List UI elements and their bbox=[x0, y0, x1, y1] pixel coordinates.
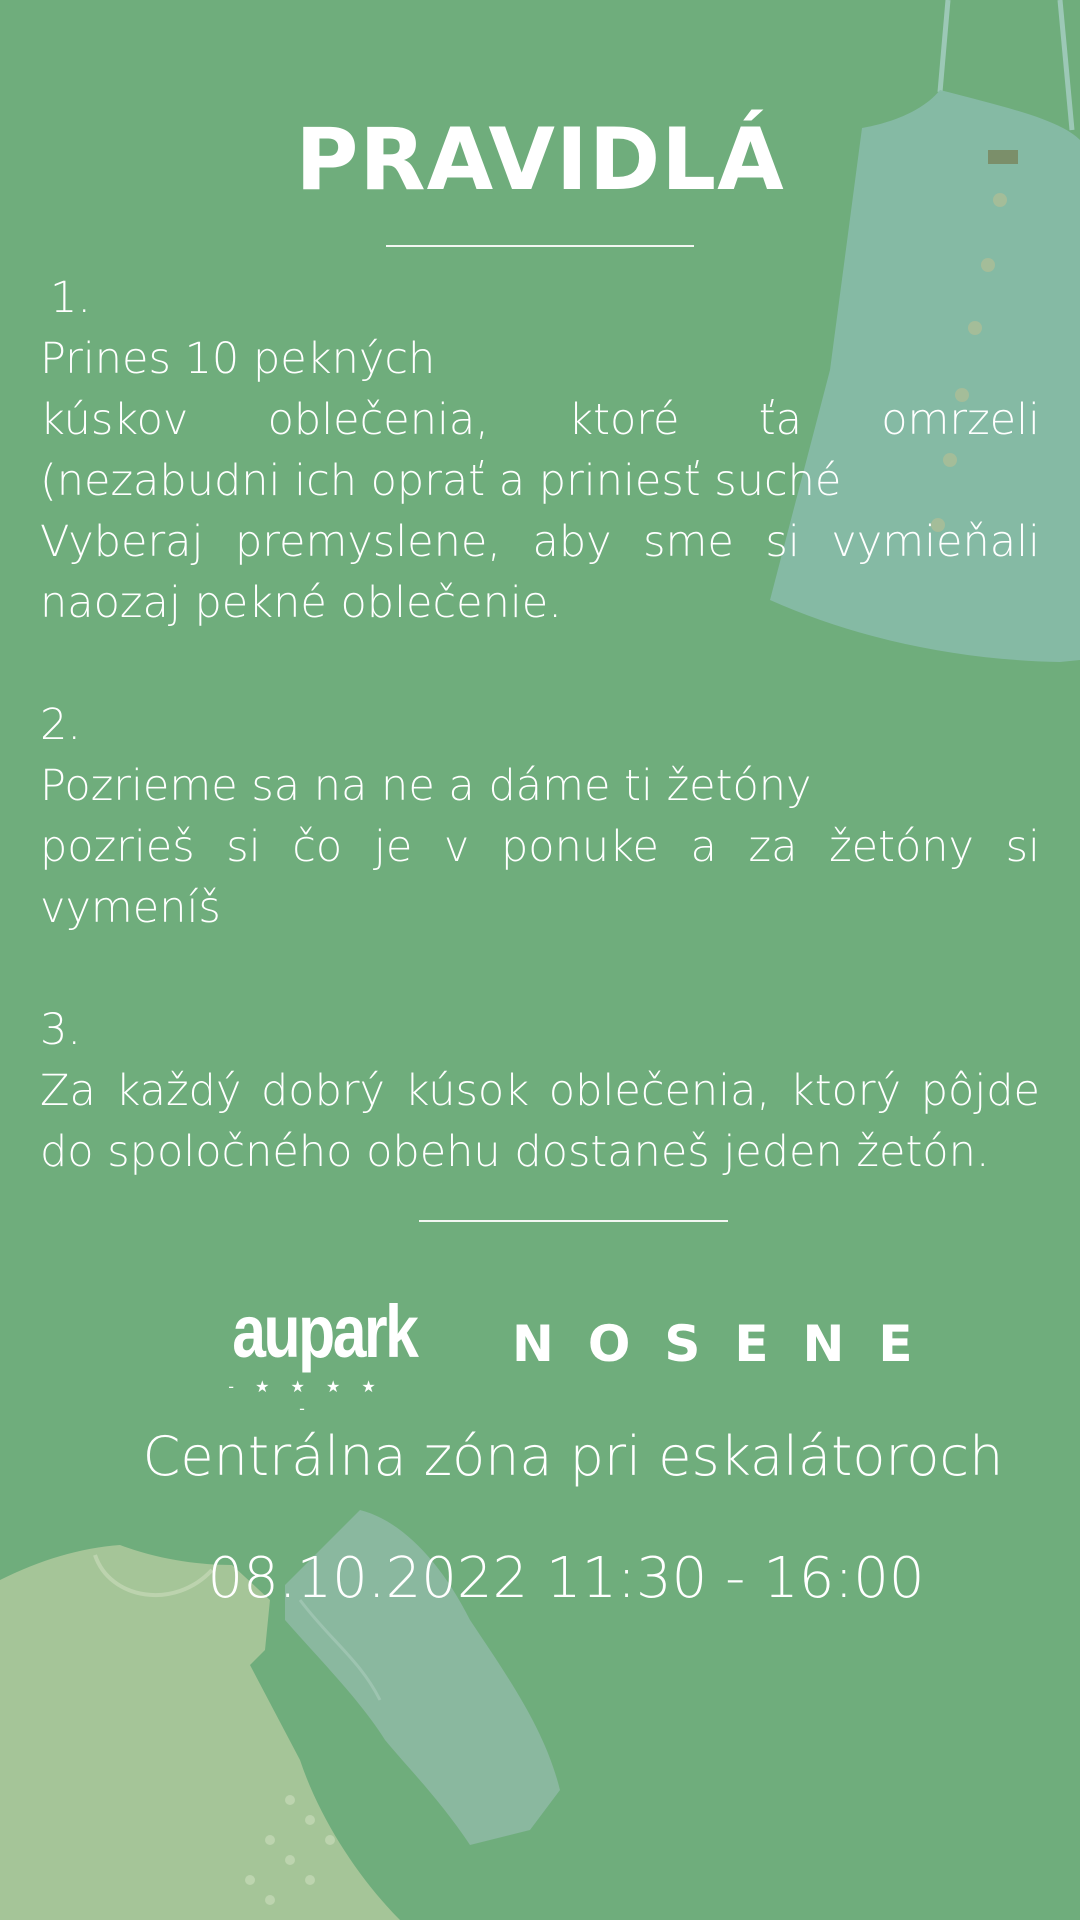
rule-text-line: pozrieš si čo je v ponuke a za žetóny si bbox=[40, 822, 1040, 872]
rule-text-line: Za každý dobrý kúsok oblečenia, ktorý pôjde bbox=[40, 1066, 1040, 1116]
title-divider bbox=[386, 245, 694, 247]
rule-text-line: Vyberaj premyslene, aby sme si vymieňali bbox=[40, 517, 1040, 567]
rule-text-line: (nezabudni ich oprať a priniesť suché bbox=[40, 456, 842, 506]
rule-number: 3. bbox=[40, 1005, 82, 1055]
rule-text-line: Prines 10 pekných bbox=[40, 334, 436, 384]
rule-number: 2. bbox=[40, 700, 82, 750]
page-title: PRAVIDLÁ bbox=[295, 110, 785, 210]
rule-text-line: do spoločného obehu dostaneš jeden žetón. bbox=[40, 1127, 990, 1177]
rule-1 bbox=[40, 268, 1040, 634]
nosene-logo: NOSENE bbox=[512, 1315, 947, 1373]
rule-text-line: naozaj pekné oblečenie. bbox=[40, 578, 562, 628]
rule-text-line: Pozrieme sa na ne a dáme ti žetóny bbox=[40, 761, 812, 811]
sponsor-logos bbox=[0, 1290, 1080, 1420]
footer-divider bbox=[419, 1220, 728, 1222]
aupark-wordmark: aupark bbox=[232, 1290, 417, 1373]
aupark-stars: - ★ ★ ★ ★ - bbox=[228, 1377, 384, 1418]
aupark-logo bbox=[216, 1290, 417, 1420]
rule-text-line: vymeníš bbox=[40, 883, 221, 933]
event-datetime: 08.10.2022 11:30 - 16:00 bbox=[207, 1546, 925, 1611]
rule-2 bbox=[40, 695, 1040, 939]
rule-3 bbox=[40, 1000, 1040, 1183]
rule-number: 1. bbox=[50, 273, 92, 323]
rules-list bbox=[40, 268, 1040, 1183]
event-location: Centrálna zóna pri eskalátoroch bbox=[142, 1425, 1004, 1488]
rule-text-line: kúskov oblečenia, ktoré ťa omrzeli bbox=[40, 395, 1040, 445]
